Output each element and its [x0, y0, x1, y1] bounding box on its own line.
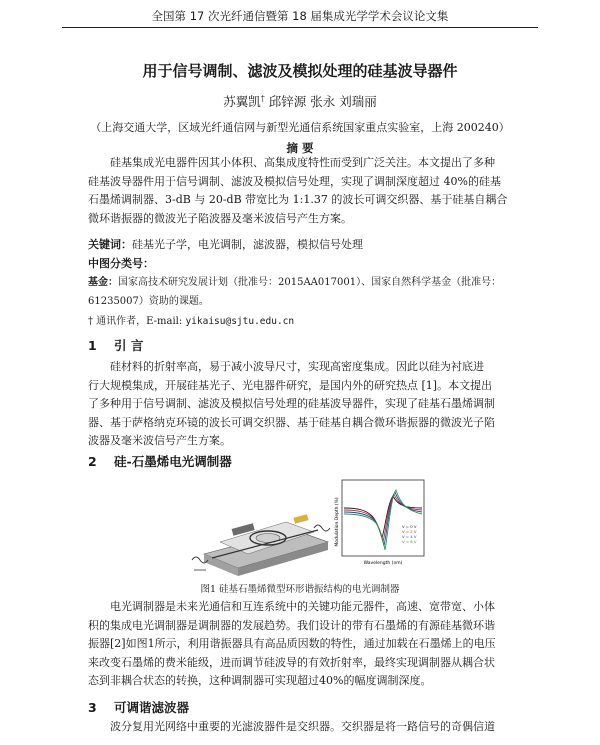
body-line: 硅材料的折射率高，易于减小波导尺寸，实现高密度集成。因此以硅为衬底进 [110, 360, 484, 373]
body-line: 波分复用光网络中重要的光滤波器件是交织器。交织器是将一路信号的奇偶信道 [110, 720, 495, 733]
author-email: yikaisu@sjtu.edu.cn [185, 316, 295, 327]
corresponding-mark: † [260, 93, 265, 103]
section-number: 2 [88, 454, 97, 469]
funding-line: 国家高技术研究发展计划（批准号：2015AA017001）、国家自然科学基金（批准号： [118, 277, 502, 288]
keywords [88, 236, 363, 252]
section-2-body [88, 598, 513, 691]
legend-entry: V = 6 V [402, 539, 417, 544]
section-heading-1 [88, 336, 143, 354]
device-illustration [192, 514, 330, 576]
abstract-line: 石墨烯调制器、3-dB 与 20-dB 带宽比为 1:1.37 的波长可调交织器、基于硅基自耦合 [88, 193, 508, 206]
author-first: 苏翼凯 [223, 94, 261, 109]
body-line: 积的集成电光调制器是调制器的发展趋势。我们设计的带有石墨烯的有源硅基微环谐 [88, 618, 495, 632]
section-title: 引 言 [114, 338, 144, 353]
figure-1 [190, 472, 430, 582]
note-prefix: † 通讯作者，E-mail: [88, 316, 186, 327]
funding-label: 基金： [88, 277, 118, 288]
corresponding-author-note [88, 312, 294, 327]
body-line: 电光调制器是未来光通信和互连系统中的关键功能元器件，高速、宽带宽、小体 [110, 600, 495, 613]
legend-entry: V = 2 V [402, 529, 417, 534]
abstract-heading: 摘 要 [286, 141, 314, 155]
section-3-body [88, 718, 513, 737]
funding [88, 273, 518, 311]
affiliation: （上海交通大学，区域光纤通信网与新型光通信系统国家重点实验室，上海 200240） [90, 121, 510, 134]
abstract-line: 微环谐振器的微波光子陷波器及毫米波信号产生方案。 [88, 211, 352, 225]
keywords-label: 关键词： [88, 238, 132, 251]
abstract-line: 硅基波导器件用于信号调制、滤波及模拟信号处理，实现了调制深度超过 40%的硅基 [88, 174, 501, 188]
legend-entry: V = 0 V [402, 524, 417, 529]
body-line: 态到非耦合状态的转换，这种调制器可实现超过40%的幅度调制深度。 [88, 674, 432, 687]
body-line: 振器[2]如图1所示，利用谐振器具有高品质因数的特性，通过加载在石墨烯上的电压 [88, 637, 496, 650]
section-title: 可调谐滤波器 [114, 700, 190, 715]
abstract-line: 硅基集成光电器件因其小体积、高集成度特性而受到广泛关注。本文提出了多种 [110, 156, 495, 169]
body-line: 了多种用于信号调制、滤波及模拟信号处理的硅基波导器件，实现了硅基石墨烯调制 [88, 397, 495, 410]
legend-entry: V = 4 V [402, 534, 417, 539]
keywords-text: 硅基光子学，电光调制，滤波器，模拟信号处理 [132, 238, 363, 251]
body-line: 行大规模集成，开展硅基光子、光电器件研究，是国内外的研究热点 [1]。本文提出 [88, 378, 493, 392]
body-line: 波器及毫米波信号产生方案。 [88, 434, 231, 447]
header-rule [62, 27, 538, 28]
funding-line: 61235007）资助的课题。 [88, 296, 209, 307]
body-line: 来改变石墨烯的费米能级，进而调节硅波导的有效折射率，最终实现调制器从耦合状 [88, 655, 495, 669]
section-heading-3 [88, 698, 189, 716]
modulation-depth-plot [334, 480, 424, 566]
author-line [0, 92, 600, 110]
paper-title: 用于信号调制、滤波及模拟处理的硅基波导器件 [142, 62, 458, 80]
figure-1-caption: 图1 硅基石墨烯微型环形谐振结构的电光调制器 [200, 584, 400, 595]
running-header: 全国第 17 次光纤通信暨第 18 届集成光学学术会议论文集 [151, 9, 449, 23]
plot-x-label: Wavelength (nm) [363, 561, 403, 566]
section-number: 1 [88, 338, 97, 353]
section-number: 3 [88, 700, 97, 715]
abstract-body [88, 154, 513, 228]
section-heading-2 [88, 452, 232, 470]
body-line: 器、基于萨格纳克环镜的波长可调交织器、基于硅基自耦合微环谐振器的微波光子陷 [88, 415, 495, 429]
section-1-body [88, 358, 513, 451]
section-title: 硅-石墨烯电光调制器 [114, 454, 232, 469]
clc-label: 中图分类号： [88, 257, 154, 270]
author-others: 邱锌源 张永 刘瑞丽 [268, 94, 377, 109]
plot-y-label: Modulation Depth (%) [335, 497, 340, 547]
